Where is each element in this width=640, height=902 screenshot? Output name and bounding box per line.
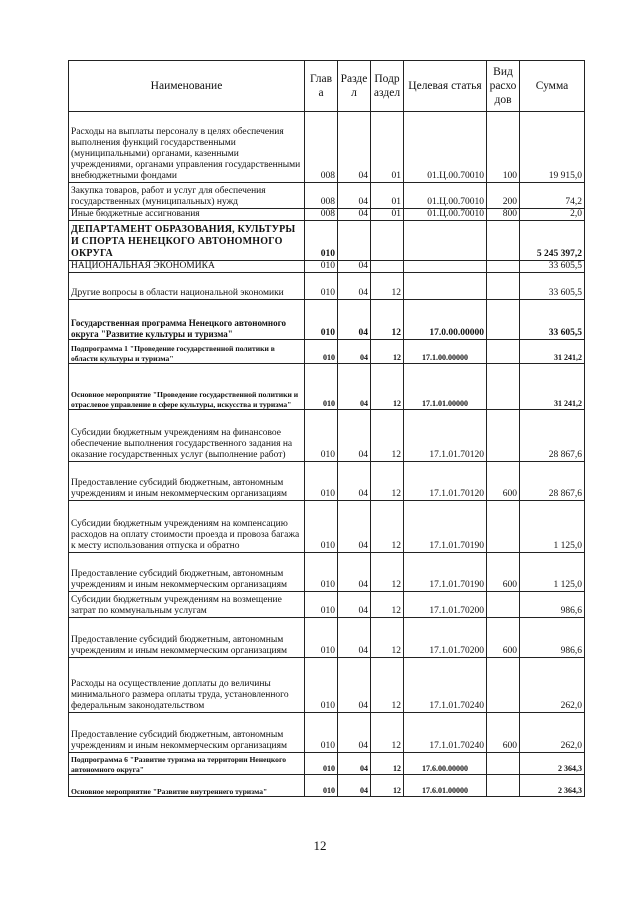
- row-chapter: 010: [305, 340, 338, 364]
- row-name: Предоставление субсидий бюджетным, автономным учреждениям и иным некоммерческим организациям: [69, 713, 305, 753]
- table-row-activity: [69, 775, 585, 797]
- row-amount: 28 867,6: [520, 410, 585, 462]
- header-amount: Сумма: [520, 61, 585, 112]
- row-section: 04: [338, 209, 371, 221]
- row-chapter: 010: [305, 501, 338, 553]
- table-row: [69, 618, 585, 658]
- row-section: 04: [338, 462, 371, 501]
- table-row: [69, 261, 585, 273]
- row-subsection: 12: [371, 658, 404, 713]
- row-name: Предоставление субсидий бюджетным, автономным учреждениям и иным некоммерческим организациям: [69, 462, 305, 501]
- row-amount: 31 241,2: [520, 340, 585, 364]
- row-chapter: 010: [305, 618, 338, 658]
- row-expense-type: [487, 221, 520, 261]
- row-target: 17.1.01.70240: [404, 658, 487, 713]
- row-name: Основное мероприятие "Проведение государственной политики и отраслевое управление в сфере культуры, искусства и туризма": [69, 364, 305, 410]
- table-row: [69, 183, 585, 209]
- row-subsection: 12: [371, 553, 404, 592]
- table-row: [69, 273, 585, 300]
- row-section: 04: [338, 501, 371, 553]
- row-amount: 74,2: [520, 183, 585, 209]
- row-name: Субсидии бюджетным учреждениям на возмещение затрат по коммунальным услугам: [69, 592, 305, 618]
- header-subsection: Подр аздел: [371, 61, 404, 112]
- row-expense-type: [487, 364, 520, 410]
- row-section: 04: [338, 592, 371, 618]
- row-chapter: 010: [305, 658, 338, 713]
- header-section: Разде л: [338, 61, 371, 112]
- row-subsection: 12: [371, 462, 404, 501]
- row-amount: 33 605,5: [520, 300, 585, 340]
- row-amount: 5 245 397,2: [520, 221, 585, 261]
- row-section: 04: [338, 112, 371, 183]
- row-expense-type: [487, 410, 520, 462]
- row-name: НАЦИОНАЛЬНАЯ ЭКОНОМИКА: [69, 261, 305, 273]
- row-subsection: 12: [371, 364, 404, 410]
- row-target: 17.0.00.00000: [404, 300, 487, 340]
- row-name: Расходы на осуществление доплаты до величины минимального размера оплаты труда, установленного федеральным законодательством: [69, 658, 305, 713]
- row-chapter: 008: [305, 209, 338, 221]
- row-target: 17.1.01.70120: [404, 462, 487, 501]
- row-name: Предоставление субсидий бюджетным, автономным учреждениям и иным некоммерческим организациям: [69, 618, 305, 658]
- row-name: Основное мероприятие "Развитие внутреннего туризма": [69, 775, 305, 797]
- row-expense-type: [487, 592, 520, 618]
- row-section: [338, 221, 371, 261]
- row-section: 04: [338, 340, 371, 364]
- row-subsection: 12: [371, 713, 404, 753]
- row-expense-type: 200: [487, 183, 520, 209]
- row-subsection: 12: [371, 618, 404, 658]
- row-target: 17.1.01.70200: [404, 592, 487, 618]
- row-amount: 19 915,0: [520, 112, 585, 183]
- row-amount: 28 867,6: [520, 462, 585, 501]
- header-name: Наименование: [69, 61, 305, 112]
- row-name: Субсидии бюджетным учреждениям на финансовое обеспечение выполнения государственного задания на оказание государственных услуг (выполнение работ): [69, 410, 305, 462]
- row-chapter: 010: [305, 261, 338, 273]
- row-target: 01.Ц.00.70010: [404, 112, 487, 183]
- row-name: ДЕПАРТАМЕНТ ОБРАЗОВАНИЯ, КУЛЬТУРЫ И СПОРТА НЕНЕЦКОГО АВТОНОМНОГО ОКРУГА: [69, 221, 305, 261]
- row-subsection: 01: [371, 209, 404, 221]
- row-target: 17.1.01.70240: [404, 713, 487, 753]
- row-target: 01.Ц.00.70010: [404, 209, 487, 221]
- budget-table: [68, 60, 585, 797]
- row-target: 17.1.01.70120: [404, 410, 487, 462]
- row-chapter: 010: [305, 410, 338, 462]
- row-subsection: 01: [371, 183, 404, 209]
- row-section: 04: [338, 273, 371, 300]
- row-target: 17.6.00.00000: [404, 753, 487, 775]
- row-subsection: [371, 221, 404, 261]
- row-amount: 262,0: [520, 713, 585, 753]
- row-chapter: 010: [305, 713, 338, 753]
- row-expense-type: 100: [487, 112, 520, 183]
- row-expense-type: [487, 273, 520, 300]
- table-row: [69, 658, 585, 713]
- row-amount: 1 125,0: [520, 553, 585, 592]
- row-amount: 33 605,5: [520, 261, 585, 273]
- row-expense-type: [487, 658, 520, 713]
- page-number: 12: [313, 838, 327, 853]
- table-row: [69, 713, 585, 753]
- row-subsection: 12: [371, 410, 404, 462]
- row-section: 04: [338, 753, 371, 775]
- table-row-program: [69, 300, 585, 340]
- row-section: 04: [338, 183, 371, 209]
- table-header-row: [69, 61, 585, 112]
- row-section: 04: [338, 261, 371, 273]
- row-amount: 33 605,5: [520, 273, 585, 300]
- row-expense-type: [487, 753, 520, 775]
- row-subsection: 12: [371, 753, 404, 775]
- table-row: [69, 501, 585, 553]
- row-amount: 986,6: [520, 618, 585, 658]
- row-amount: 262,0: [520, 658, 585, 713]
- row-chapter: 010: [305, 300, 338, 340]
- row-chapter: 010: [305, 553, 338, 592]
- row-name: Подпрограмма 1 "Проведение государственной политики в области культуры и туризма": [69, 340, 305, 364]
- row-subsection: 12: [371, 300, 404, 340]
- row-chapter: 008: [305, 183, 338, 209]
- row-target: 17.6.01.00000: [404, 775, 487, 797]
- row-expense-type: [487, 775, 520, 797]
- row-chapter: 010: [305, 775, 338, 797]
- row-target: 17.1.00.00000: [404, 340, 487, 364]
- row-expense-type: 600: [487, 713, 520, 753]
- row-chapter: 008: [305, 112, 338, 183]
- row-section: 04: [338, 300, 371, 340]
- row-amount: 2 364,3: [520, 775, 585, 797]
- row-amount: 2,0: [520, 209, 585, 221]
- row-chapter: 010: [305, 462, 338, 501]
- row-section: 04: [338, 364, 371, 410]
- row-subsection: 12: [371, 592, 404, 618]
- row-expense-type: [487, 300, 520, 340]
- row-expense-type: [487, 261, 520, 273]
- header-target: Целевая статья: [404, 61, 487, 112]
- row-section: 04: [338, 658, 371, 713]
- row-name: Предоставление субсидий бюджетным, автономным учреждениям и иным некоммерческим организациям: [69, 553, 305, 592]
- row-expense-type: 600: [487, 553, 520, 592]
- table-row: [69, 553, 585, 592]
- header-expense-type: Вид расхо дов: [487, 61, 520, 112]
- row-subsection: 12: [371, 775, 404, 797]
- row-amount: 31 241,2: [520, 364, 585, 410]
- row-chapter: 010: [305, 364, 338, 410]
- row-section: 04: [338, 775, 371, 797]
- row-section: 04: [338, 553, 371, 592]
- header-chapter: Глав а: [305, 61, 338, 112]
- row-name: Иные бюджетные ассигнования: [69, 209, 305, 221]
- row-expense-type: 600: [487, 618, 520, 658]
- row-name: Подпрограмма 6 "Развитие туризма на территории Ненецкого автономного округа": [69, 753, 305, 775]
- row-target: [404, 261, 487, 273]
- row-section: 04: [338, 713, 371, 753]
- table-row: [69, 112, 585, 183]
- row-expense-type: 600: [487, 462, 520, 501]
- table-row-activity: [69, 364, 585, 410]
- row-expense-type: [487, 501, 520, 553]
- row-subsection: 12: [371, 273, 404, 300]
- row-subsection: 12: [371, 340, 404, 364]
- row-subsection: [371, 261, 404, 273]
- row-name: Государственная программа Ненецкого автономного округа "Развитие культуры и туризма": [69, 300, 305, 340]
- row-name: Расходы на выплаты персоналу в целях обеспечения выполнения функций государственными (муниципальными) органами, казенными учреждениями, органами управления государственными внебюджетными фондами: [69, 112, 305, 183]
- table-row-subprogram: [69, 340, 585, 364]
- row-name: Другие вопросы в области национальной экономики: [69, 273, 305, 300]
- row-expense-type: 800: [487, 209, 520, 221]
- row-target: 17.1.01.70200: [404, 618, 487, 658]
- row-expense-type: [487, 340, 520, 364]
- table-row: [69, 592, 585, 618]
- row-target: [404, 221, 487, 261]
- table-row-subprogram: [69, 753, 585, 775]
- row-name: Субсидии бюджетным учреждениям на компенсацию расходов на оплату стоимости проезда и провоза багажа к месту использования отпуска и обратно: [69, 501, 305, 553]
- row-section: 04: [338, 410, 371, 462]
- row-chapter: 010: [305, 592, 338, 618]
- row-target: 17.1.01.00000: [404, 364, 487, 410]
- row-target: 01.Ц.00.70010: [404, 183, 487, 209]
- row-target: 17.1.01.70190: [404, 553, 487, 592]
- row-target: 17.1.01.70190: [404, 501, 487, 553]
- row-subsection: 01: [371, 112, 404, 183]
- row-amount: 1 125,0: [520, 501, 585, 553]
- row-amount: 986,6: [520, 592, 585, 618]
- table-row: [69, 209, 585, 221]
- row-chapter: 010: [305, 273, 338, 300]
- row-target: [404, 273, 487, 300]
- row-name: Закупка товаров, работ и услуг для обеспечения государственных (муниципальных) нужд: [69, 183, 305, 209]
- table-row-department: [69, 221, 585, 261]
- row-chapter: 010: [305, 753, 338, 775]
- row-subsection: 12: [371, 501, 404, 553]
- row-section: 04: [338, 618, 371, 658]
- row-amount: 2 364,3: [520, 753, 585, 775]
- table-row: [69, 410, 585, 462]
- table-row: [69, 462, 585, 501]
- row-chapter: 010: [305, 221, 338, 261]
